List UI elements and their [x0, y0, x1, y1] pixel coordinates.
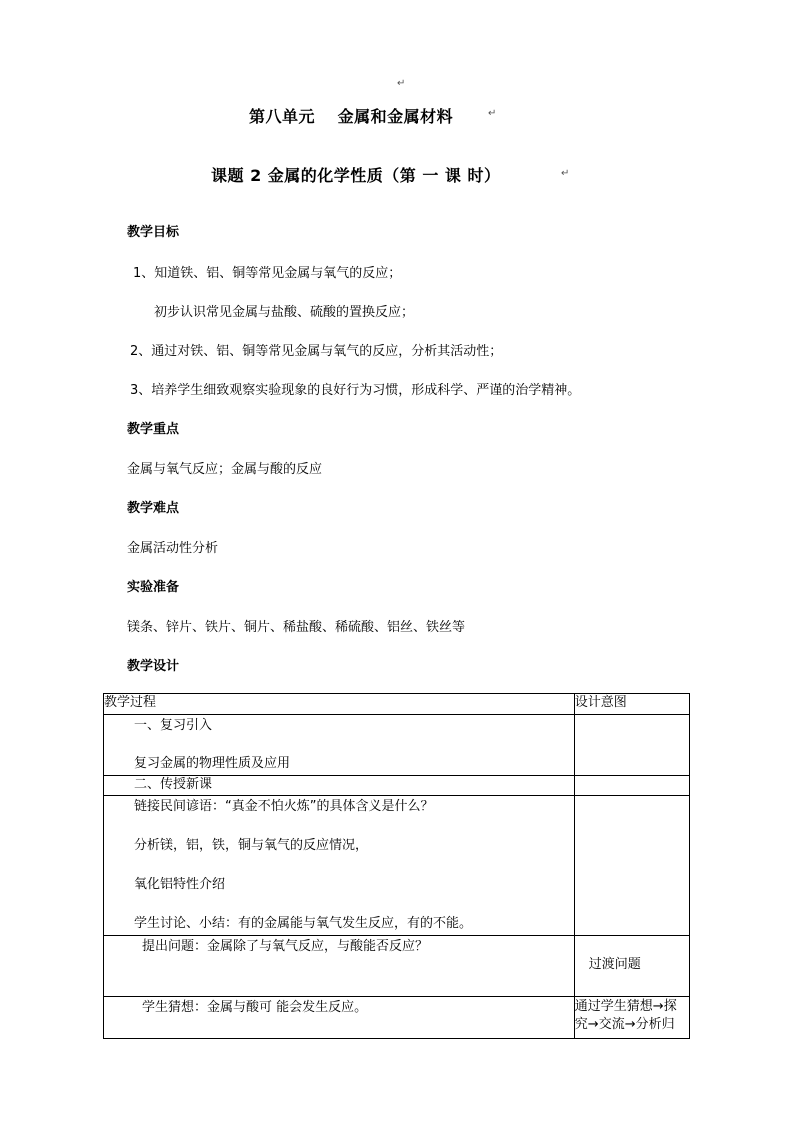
process-cell	[104, 796, 575, 936]
lesson-title: 课题 2 金属的化学性质（第 一 课 时）	[211, 166, 501, 185]
intent-cell	[574, 776, 689, 796]
process-line: 分析镁，铝，铁，铜与氧气的反应情况，	[134, 838, 369, 853]
process-cell	[104, 715, 575, 776]
process-line: 学生猜想：金属与酸可 能会发生反应。	[142, 1000, 368, 1015]
difficulties-label: 教学难点	[127, 501, 180, 516]
design-table	[103, 693, 690, 1039]
process-line: 链接民间谚语：“真金不怕火炼”的具体含义是什么？	[134, 799, 434, 814]
intent-cell	[574, 936, 689, 997]
table-row	[104, 997, 690, 1039]
intent-line: 过渡问题	[588, 957, 641, 972]
table-row	[104, 796, 690, 936]
process-line: 学生讨论、小结：有的金属能与氧气发生反应，有的不能。	[134, 916, 473, 931]
intent-cell	[574, 715, 689, 776]
table-row	[104, 936, 690, 997]
paragraph-mark: ↵	[397, 78, 406, 89]
intent-cell	[574, 997, 689, 1039]
process-line: 提出问题：金属除了与氧气反应，与酸能否反应？	[142, 939, 429, 954]
process-line: 二、传授新课	[134, 777, 213, 792]
intent-line: 通过学生猜想→探	[574, 999, 677, 1014]
paragraph-mark: ↵	[488, 108, 497, 119]
design-label: 教学设计	[127, 659, 180, 674]
intent-cell	[574, 796, 689, 936]
table-header-process: 教学过程	[104, 694, 575, 715]
paragraph-mark: ↵	[561, 168, 570, 179]
table-header-intent: 设计意图	[574, 694, 689, 715]
process-line: 氧化铝特性介绍	[134, 877, 226, 892]
goal-item: 2、通过对铁、铝、铜等常见金属与氧气的反应，分析其活动性；	[130, 344, 503, 359]
process-cell	[104, 776, 575, 796]
unit-title: 第八单元 金属和金属材料	[249, 107, 454, 126]
process-line: 一、复习引入	[134, 718, 213, 733]
process-line: 复习金属的物理性质及应用	[134, 756, 291, 771]
table-row	[104, 776, 690, 796]
goal-item: 1、知道铁、铝、铜等常见金属与氧气的反应；	[133, 266, 402, 281]
difficulties-text: 金属活动性分析	[127, 541, 219, 556]
process-cell	[104, 936, 575, 997]
goals-label: 教学目标	[127, 225, 180, 240]
intent-line: 究→交流→分析归	[574, 1017, 675, 1032]
key-points-text: 金属与氧气反应；金属与酸的反应	[127, 462, 323, 477]
table-row	[104, 715, 690, 776]
goal-item: 3、培养学生细致观察实验现象的良好行为习惯，形成科学、严谨的治学精神。	[130, 383, 581, 398]
preparation-text: 镁条、锌片、铁片、铜片、稀盐酸、稀硫酸、铝丝、铁丝等	[127, 620, 466, 635]
key-points-label: 教学重点	[127, 422, 180, 437]
goal-item: 初步认识常见金属与盐酸、硫酸的置换反应；	[154, 305, 415, 320]
process-cell	[104, 997, 575, 1039]
preparation-label: 实验准备	[127, 580, 180, 595]
table-header-row	[104, 694, 690, 715]
